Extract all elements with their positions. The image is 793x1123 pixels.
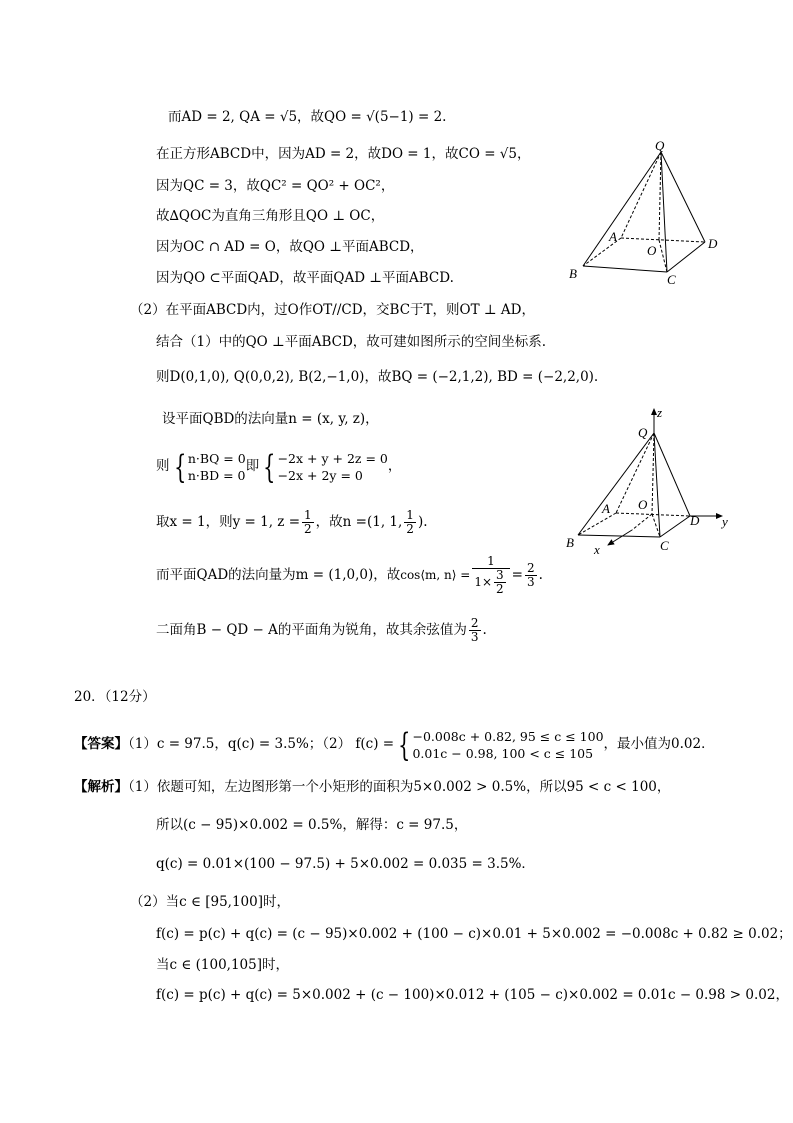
label-O: O (647, 243, 657, 258)
l7-end: . (538, 567, 543, 583)
frac-cos-den (472, 569, 509, 596)
l7-cos: cos⟨m, n⟩ = (400, 568, 471, 582)
edge-CD (667, 242, 705, 272)
frac-inner-num: 3 (496, 568, 504, 582)
equation-system (156, 446, 401, 486)
edge-BC (583, 266, 667, 272)
q20-solution-2: 所以(c − 95)×0.002 = 0.5%，解得：c = 97.5， (156, 817, 468, 833)
solution-label: 【解析】 (74, 779, 128, 795)
sys-left (188, 450, 246, 484)
sys-eq-a1: n·BQ = 0 (187, 450, 246, 466)
part2-line-2: 结合（1）中的QO ⊥平面ABCD，故可建如图所示的空间坐标系. (156, 334, 547, 350)
frac-cos (472, 555, 509, 596)
edge-QO (659, 152, 661, 240)
q20-solution-6: 当c ∈ (100,105]时， (156, 957, 289, 973)
edge-CD (660, 516, 690, 537)
label-z: z (657, 405, 663, 420)
edge-QA (621, 152, 661, 238)
frac-result-den: 3 (526, 575, 535, 589)
proof-line-6: 因为QO ⊂平面QAD，故平面QAD ⊥平面ABCD. (156, 270, 454, 286)
frac-n3-num: 1 (406, 508, 414, 522)
proof-line-4: 故∆QOC为直角三角形且QO ⊥ OC， (156, 208, 385, 224)
solution-7a: f(c) = p(c) + q(c) = 5×0.002 + (c − 100)×0.012 + (105 − c)×0.002 (156, 987, 619, 1003)
sys-right (278, 450, 388, 484)
l6-text-d: ). (417, 514, 428, 530)
q20-solution-5 (156, 925, 792, 943)
proof-line-1: 而AD = 2, QA = √5，故QO = √(5−1) = 2. (168, 109, 447, 125)
answer-part1: （1）c = 97.5，q(c) = 3.5%；（2） f(c) = (128, 736, 395, 752)
solution-5b: = −0.008c + 0.82 ≥ 0.02； (605, 926, 792, 942)
label-O: O (638, 497, 648, 512)
frac-inner-den: 2 (496, 582, 504, 596)
brace-right: { (263, 447, 276, 486)
frac-answer-den: 3 (470, 630, 479, 644)
answer-piecewise (412, 728, 603, 762)
sys-prefix: 则 (156, 458, 170, 474)
answer-part2: ，最小值为0.02． (603, 736, 715, 752)
proof-line-5: 因为OC ∩ AD = O，故QO ⊥平面ABCD， (156, 239, 424, 255)
l6-text-a: 取x = 1，则y = 1, z = (156, 514, 301, 530)
coordinate-pyramid-figure (560, 405, 760, 555)
frac-z-num: 1 (304, 508, 312, 522)
label-Q: Q (655, 138, 665, 153)
x-axis-hidden (632, 514, 652, 530)
piece-1: −0.008c + 0.82, 95 ≤ c ≤ 100 (412, 728, 604, 744)
solution-7b: = 0.01c − 0.98 > 0.02， (622, 987, 789, 1003)
part2-line-6 (156, 506, 428, 538)
edge-AD (621, 238, 705, 242)
label-x: x (594, 542, 600, 555)
label-B: B (569, 266, 577, 281)
label-C: C (667, 272, 676, 287)
frac-n3 (404, 509, 416, 536)
sys-eq-b1: −2x + y + 2z = 0 (277, 450, 388, 466)
frac-n3-den: 2 (406, 522, 414, 536)
q20-solution-4: （2）当c ∈ [95,100]时， (130, 894, 290, 910)
edge-QO (652, 433, 654, 514)
l7-eq: = (511, 567, 523, 583)
l8-text-a: 二面角B − QD − A的平面角为锐角，故其余弦值为 (156, 622, 467, 638)
frac-cos-num: 1 (472, 555, 509, 569)
l7-text-a: 而平面QAD的法向量为m = (1,0,0)，故 (156, 567, 401, 583)
part2-line-3: 则D(0,1,0), Q(0,0,2), B(2,−1,0)，故BQ = (−2,1,2), BD = (−2,2,0). (156, 369, 599, 385)
frac-z-den: 2 (304, 522, 312, 536)
frac-cos-den-a: 1× (474, 575, 493, 589)
label-A: A (609, 229, 617, 244)
answer-brace: { (398, 725, 411, 764)
proof-line-2: 在正方形ABCD中，因为AD = 2，故DO = 1，故CO = √5， (156, 146, 531, 162)
l6-text-c: (1, 1, (366, 514, 403, 530)
answer-label: 【答案】 (74, 736, 128, 752)
edge-QC (661, 152, 667, 272)
part2-line-8 (156, 614, 487, 646)
label-A: A (602, 501, 610, 516)
label-y: y (722, 514, 728, 529)
edge-QD (654, 433, 690, 516)
sys-eq-b2: −2x + 2y = 0 (277, 467, 363, 483)
sys-suffix: ， (387, 458, 402, 474)
label-B: B (566, 535, 574, 550)
part2-line-1: （2）在平面ABCD内，过O作OT//CD，交BC于T，则OT ⊥ AD， (130, 302, 535, 318)
piece-2: 0.01c − 0.98, 100 < c ≤ 105 (412, 745, 594, 761)
edge-QD (661, 152, 705, 242)
label-Q: Q (638, 425, 648, 440)
label-D: D (690, 513, 700, 528)
proof-line-3: 因为QC = 3，故QC² = QO² + OC²， (156, 178, 395, 194)
q20-solution-1 (74, 778, 670, 796)
sys-mid: 即 (245, 458, 260, 474)
edge-QB (578, 433, 654, 535)
label-D: D (708, 236, 718, 251)
frac-answer (469, 617, 481, 644)
q20-solution-7 (156, 986, 789, 1004)
edge-QA (616, 433, 654, 513)
sys-eq-a2: n·BD = 0 (187, 467, 246, 483)
part2-line-7 (156, 552, 543, 598)
edge-BC (578, 535, 660, 537)
edge-AB (578, 513, 616, 535)
frac-z (302, 509, 314, 536)
solution-text-1: （1）依题可知，左边图形第一个小矩形的面积为5×0.002 > 0.5%，所以95 < c < 100， (128, 779, 671, 795)
brace-left: { (173, 447, 186, 486)
q20-title: 20．（12分） (74, 689, 156, 705)
l8-end: . (482, 622, 487, 638)
frac-result-num: 2 (526, 561, 535, 575)
frac-inner (494, 569, 506, 596)
label-C: C (660, 538, 669, 553)
l6-text-b: ，故n = (315, 514, 367, 530)
q20-solution-3: q(c) = 0.01×(100 − 97.5) + 5×0.002 = 0.035 = 3.5%． (156, 856, 535, 872)
q20-answer (74, 724, 715, 764)
frac-result (525, 562, 537, 589)
frac-answer-num: 2 (470, 616, 479, 630)
part2-line-4: 设平面QBD的法向量n = (x, y, z)， (162, 411, 379, 427)
x-axis (608, 530, 632, 545)
pyramid-figure (565, 138, 735, 288)
solution-5a: f(c) = p(c) + q(c) = (c − 95)×0.002 + (100 − c)×0.01 + 5×0.002 (156, 926, 601, 942)
